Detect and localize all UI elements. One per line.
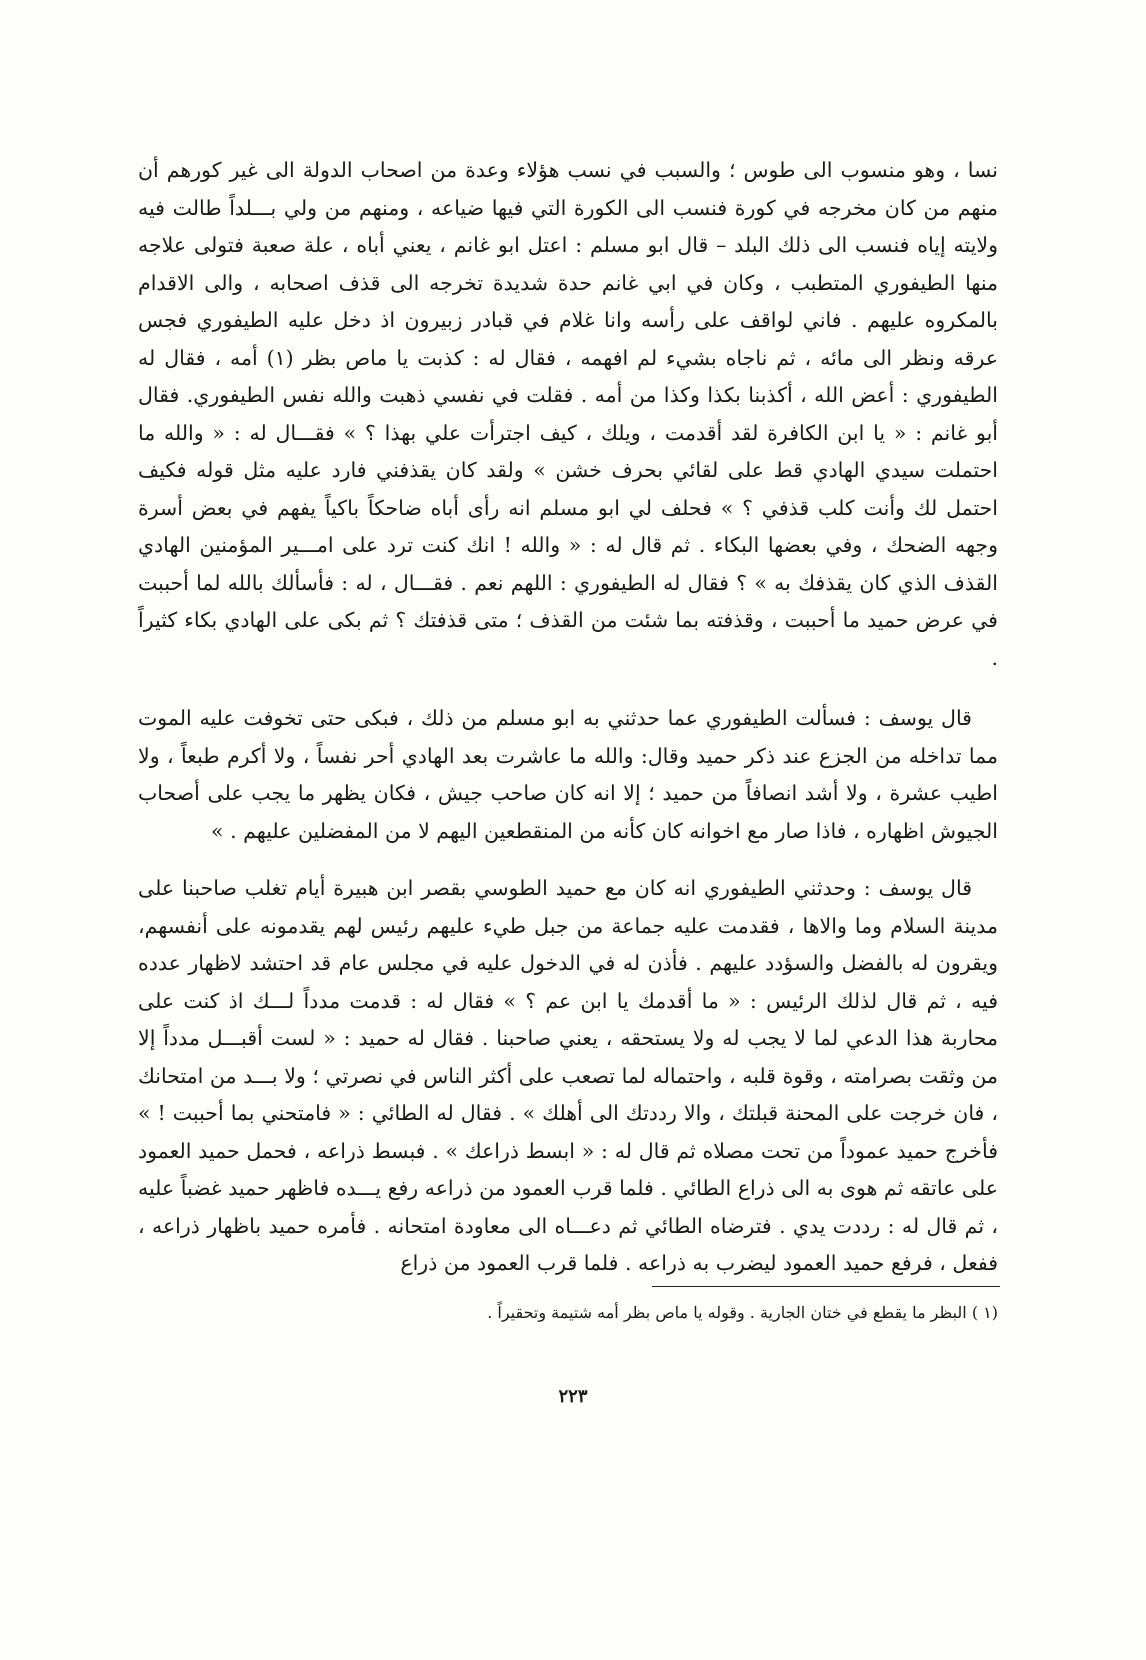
body-paragraph-3: قال يوسف : وحدثني الطيفوري انه كان مع حميد الطوسي بقصر ابن هبيرة أيام تغلب صاحبنا على مدينة السلام وما والاها ، فقدمت عليه جماعة من جبل طيء عليهم رئيس لهم يقدمونه على أنفسهم، ويقرون له بالفضل والسؤدد عليهم . فأذن له في الدخول عليه في مجلس عام قد احتشد لاظهار عدده فيه ، ثم قال لذلك الرئيس : « ما أقدمك يا ابن عم ؟ » فقال له : قدمت مدداً لـــك اذ كنت على محاربة هذا الدعي لما لا يجب له ولا يستحقه ، يعني صاحبنا . فقال له حميد : « لست أقبـــل مدداً إلا من وثقت بصرامته ، وقوة قلبه ، واحتماله لما تصعب على أكثر الناس في نصرتي ؛ ولا بـــد من امتحانك ، فان خرجت على المحنة قبلتك ، والا رددتك الى أهلك » . فقال له الطائي : « فامتحني بما أحببت ! » فأخرج حميد عموداً من تحت مصلاه ثم قال له : « ابسط ذراعك » . فبسط ذراعه ، فحمل حميد العمود على عاتقه ثم هوى به الى ذراع الطائي . فلما قرب العمود من ذراعه رفع يـــده فاظهر حميد غضباً عليه ، ثم قال له : رددت يدي . فترضاه الطائي ثم دعـــاه الى معاودة امتحانه . فأمره حميد باظهار ذراعه ، ففعل ، فرفع حميد العمود ليضرب به ذراعه . فلما قرب العمود من ذراع (138, 876, 998, 1275)
footnote-separator (652, 1286, 1000, 1287)
footnote: (١ ) البظر ما يقطع في ختان الجارية . وقوله يا ماص بظر أمه شتيمة وتحقيراً . (487, 1303, 998, 1322)
body-paragraph-1: نسا ، وهو منسوب الى طوس ؛ والسبب في نسب هؤلاء وعدة من اصحاب الدولة الى غير كورهم أن منهم من كان مخرجه في كورة فنسب الى الكورة التي فيها ضياعه ، ومنهم من ولي بـــلداً طالت فيه ولايته إياه فنسب الى ذلك البلد – قال ابو مسلم : اعتل ابو غانم ، يعني أباه ، علة صعبة فتولى علاجه منها الطيفوري المتطبب ، وكان في ابي غانم حدة شديدة تخرجه الى قذف اصحابه ، والى الاقدام بالمكروه عليهم . فاني لواقف على رأسه وانا غلام في قبادر زبيرون اذ دخل عليه الطيفوري فجس عرقه ونظر الى مائه ، ثم ناجاه بشيء لم افهمه ، فقال له : كذبت يا ماص بظر (١) أمه ، فقال له الطيفوري : أعض الله ، أكذبنا بكذا وكذا من أمه . فقلت في نفسي ذهبت والله نفس الطيفوري. فقال أبو غانم : « يا ابن الكافرة لقد أقدمت ، ويلك ، كيف اجترأت علي بهذا ؟ » فقـــال له : « والله ما احتملت سيدي الهادي قط على لقائي بحرف خشن » ولقد كان يقذفني فارد عليه مثل قوله فكيف احتمل لك وأنت كلب قذفي ؟ » فحلف لي ابو مسلم انه رأى أباه ضاحكاً باكياً يفهم في بعض أسرة وجهه الضحك ، وفي بعضها البكاء . ثم قال له : « والله ! انك كنت ترد على امـــير المؤمنين الهادي القذف الذي كان يقذفك به » ؟ فقال له الطيفوري : اللهم نعم . فقـــال ، له : فأسألك بالله لما أحببت في عرض حميد ما أحببت ، وقذفته بما شئت من القذف ؛ متى قذفتك ؟ ثم بكى على الهادي بكاء كثيراً . (138, 158, 998, 670)
page-number: ٢٢٣ (558, 1386, 588, 1407)
body-paragraph-2: قال يوسف : فسألت الطيفوري عما حدثني به ابو مسلم من ذلك ، فبكى حتى تخوفت عليه الموت مما تداخله من الجزع عند ذكر حميد وقال: والله ما عاشرت بعد الهادي أحر نفساً ، ولا أكرم طبعاً ، ولا اطيب عشرة ، ولا أشد انصافاً من حميد ؛ إلا انه كان صاحب جيش ، فكان يظهر ما يجب على أصحاب الجيوش اظهاره ، فاذا صار مع اخوانه كان كأنه من المنقطعين اليهم لا من المفضلين عليهم . » (138, 706, 998, 843)
